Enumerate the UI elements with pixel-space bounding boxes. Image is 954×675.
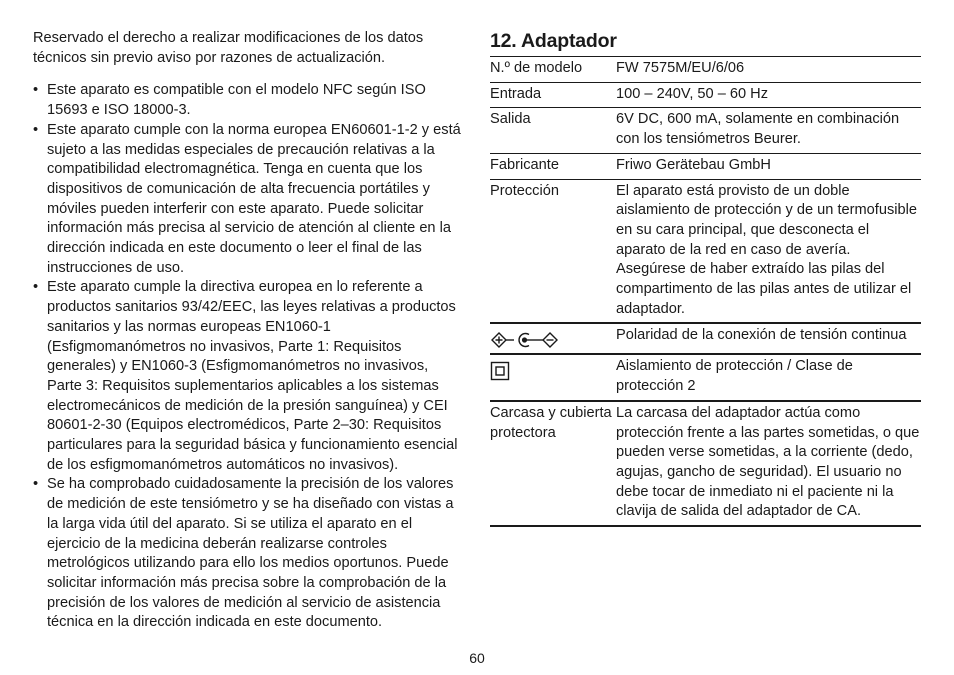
table-row [490, 323, 921, 354]
row-key: N.º de modelo [490, 60, 583, 76]
table-row [490, 57, 921, 83]
bullet-dot: • [33, 82, 39, 99]
row-value: FW 7575M/EU/6/06 [616, 60, 745, 76]
row-key: Protección [490, 182, 559, 199]
bullet-text: Este aparato es compatible con el modelo NFC según ISO 15693 e ISO 18000-3. [47, 82, 426, 119]
bullet-dot: • [33, 121, 39, 138]
row-value: La carcasa del adaptador actúa como protección frente a las partes sometidas, o que pueden verse sometidas, a la corriente (dedo, agujas, gancho de seguridad). El usuario no debe tocar de inmediato ni el paciente ni la clavija de salida del adaptador de CA. [616, 404, 920, 520]
row-value: 6V DC, 600 mA, solamente en combinación con los tensiómetros Beurer. [616, 111, 900, 148]
bullet-text: Este aparato cumple con la norma europea EN60601-1-2 y está sujeto a las medidas especiales de precaución relativas a la compatibilidad electromagnética. Tenga en cuenta que los dispositivos de comunicación de alta frecuencia portátiles y móviles pueden interferir con este aparato. Puede solicitar información más precisa al servicio de atención al cliente en la dirección indicada en este documento o leer el final de las instrucciones de uso. [47, 121, 461, 276]
bullet-dot: • [33, 476, 39, 493]
row-key: Carcasa y cubierta protectora [490, 404, 612, 441]
row-key [490, 323, 616, 354]
bullet-dot: • [33, 279, 39, 296]
table-row [490, 82, 921, 108]
row-key: Entrada [490, 85, 542, 102]
section-title: 12. Adaptador [490, 30, 617, 52]
bullet-item [33, 475, 463, 633]
row-value: Polaridad de la conexión de tensión continua [616, 327, 907, 344]
table-row [490, 354, 921, 400]
bullet-text: Este aparato cumple la directiva europea en lo referente a productos sanitarios 93/42/EEC, las leyes relativas a productos sanitarios y las normas europeas EN1060-1 (Esfigmomanómetros no invasivos, Parte 1: Requisitos generales) y EN1060-3 (Esfigmomanómetros no invasivos, Parte 3: Requisitos suplementarios aplicables a los sistemas electromecánicos de medición de la presión sanguínea) y CEI 80601-2-30 (Equipos electromédicos, Parte 2–30: Requisitos particulares para la seguridad básica y funcionamiento esencial de los esfigmomanómetros automáticos no invasivos). [47, 279, 458, 473]
double-insulation-icon [490, 361, 512, 381]
table-row [490, 108, 921, 153]
bullet-item [33, 278, 463, 475]
table-row [490, 179, 921, 323]
row-value: El aparato está provisto de un doble aislamiento de protección y de un termofusible en su cara principal, que desconecta el aparato de la red en caso de avería. Asegúrese de haber extraído las pilas del compartimento de las pilas antes de utilizar el adaptador. [616, 182, 917, 317]
table-row [490, 401, 921, 526]
page-number: 60 [469, 650, 485, 666]
row-key [490, 354, 616, 400]
bullet-item [33, 121, 463, 279]
right-column [490, 29, 921, 527]
bullet-item [33, 81, 463, 120]
row-key: Fabricante [490, 156, 559, 173]
left-column [33, 29, 463, 633]
row-value: 100 – 240V, 50 – 60 Hz [616, 85, 769, 102]
row-value: Friwo Gerätebau GmbH [616, 156, 771, 173]
row-key: Salida [490, 111, 531, 128]
adapter-spec-table [490, 56, 921, 527]
intro-paragraph: Reservado el derecho a realizar modificaciones de los datos técnicos sin previo aviso por razones de actualización. [33, 30, 424, 66]
table-row [490, 153, 921, 179]
bullet-text: Se ha comprobado cuidadosamente la precisión de los valores de medición de este tensiómetro y se ha diseñado con vistas a la larga vida útil del aparato. Si se utiliza el aparato en el ejercicio de la medicina deberán realizarse controles metrológicos utilizando para ello los medios oportunos. Puede solicitar información más precisa sobre la comprobación de la precisión de los valores de medición al servicio de asistencia técnica en la dirección indicada en este documento. [47, 476, 454, 631]
bullet-list [33, 81, 463, 633]
row-value: Aislamiento de protección / Clase de protección 2 [616, 358, 853, 395]
polarity-symbol-icon [490, 330, 560, 350]
